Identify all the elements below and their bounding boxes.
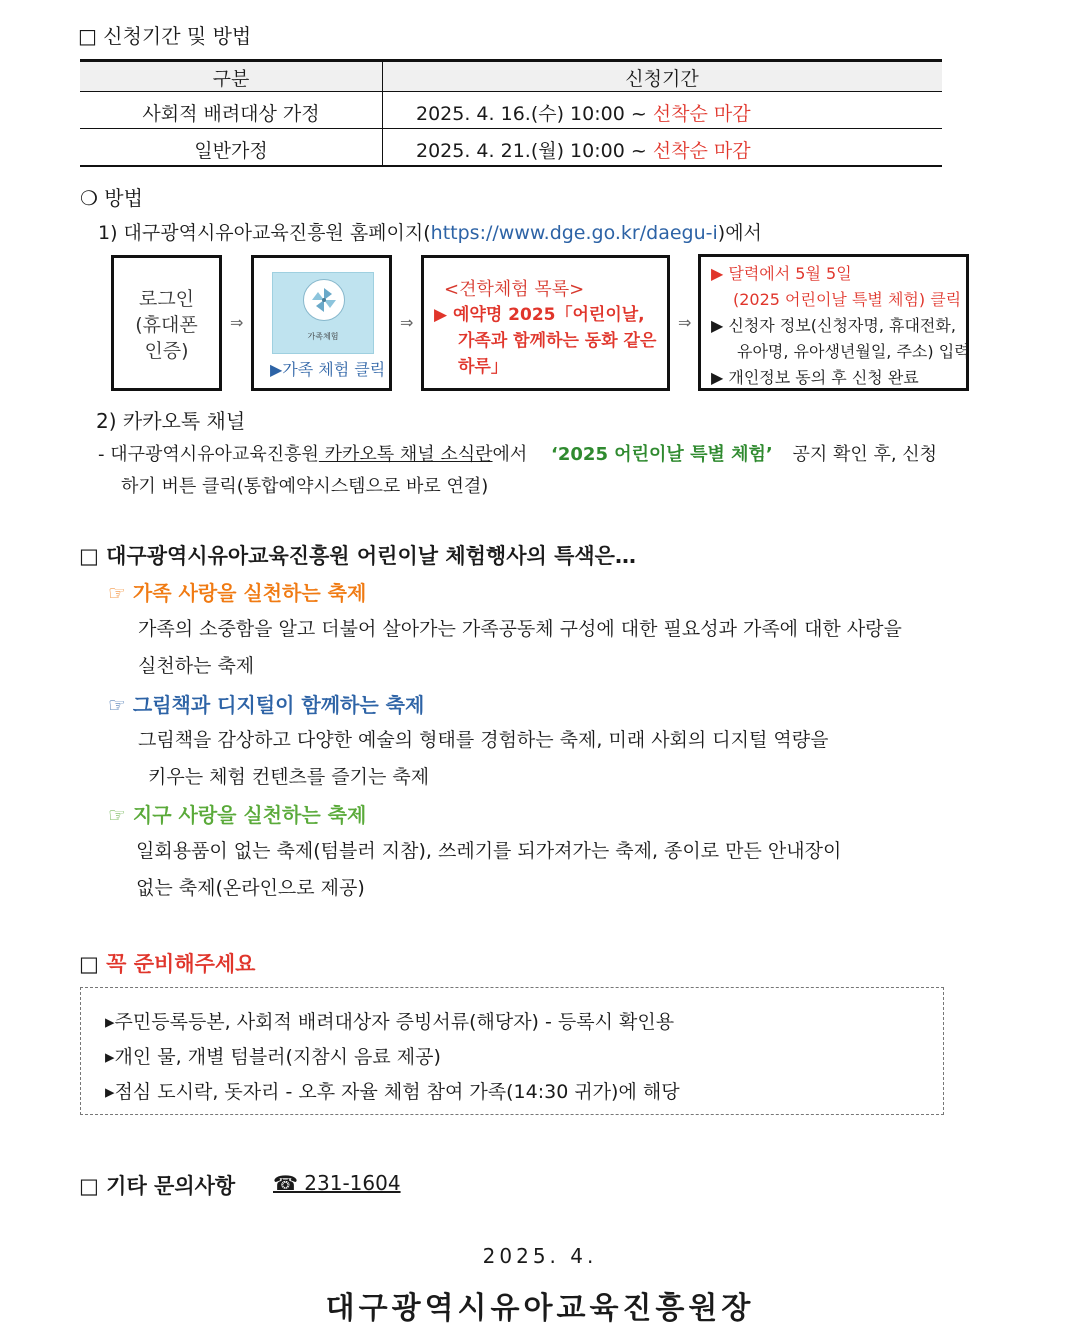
feature-text: 키우는 체험 컨텐츠를 즐기는 축제	[148, 766, 430, 788]
period-note: 선착순 마감	[652, 103, 751, 125]
table-row-period	[416, 136, 751, 163]
tile-label: 가족체험	[307, 332, 339, 341]
table-top-border	[80, 59, 942, 62]
program-line: 가족과 함께하는 동화 같은	[458, 331, 657, 351]
feature-heading-digital: ☞ 그림책과 디지털이 함께하는 축제	[108, 693, 425, 717]
feature-text: 실천하는 축제	[138, 655, 255, 677]
feature-text: 없는 축제(온라인으로 제공)	[136, 877, 365, 899]
period-text: 2025. 4. 16.(수) 10:00 ~	[416, 103, 653, 125]
contact-title: □ 기타 문의사항	[79, 1174, 236, 1198]
schedule-table	[80, 59, 942, 167]
table-bottom-border	[80, 165, 942, 167]
feature-text: 일회용품이 없는 축제(텀블러 지참), 쓰레기를 되가져가는 축제, 종이로 만든 안내장이	[136, 840, 842, 862]
method-step2-line1	[98, 440, 1008, 466]
section-title-period: □ 신청기간 및 방법	[78, 24, 252, 48]
program-line: ▶ 예약명 2025「어린이날,	[434, 305, 645, 325]
prepare-item: ▸주민등록등본, 사회적 배려대상자 증빙서류(해당자) - 등록시 확인용	[105, 1011, 675, 1033]
prepare-title	[79, 948, 255, 978]
footer-signature: 대구광역시유아교육진흥원장	[325, 1291, 755, 1326]
period-note: 선착순 마감	[652, 140, 751, 162]
prepare-item: ▸점심 도시락, 돗자리 - 오후 자율 체험 참여 가족(14:30 귀가)에 해당	[105, 1081, 680, 1103]
flow-arrow: ⇒	[400, 313, 414, 332]
step2-highlight: ‘2025 어린이날 특별 체험’	[551, 444, 773, 465]
table-row-divider	[80, 128, 942, 129]
program-list-title: <견학체험 목록>	[444, 279, 585, 300]
flow-arrow: ⇒	[230, 313, 244, 332]
features-title: □ 대구광역시유아교육진흥원 어린이날 체험행사의 특색은…	[79, 544, 636, 568]
feature-text: 가족의 소중함을 알고 더불어 살아가는 가족공동체 구성에 대한 필요성과 가족에 대한 사랑을	[138, 618, 902, 640]
table-row-type: 사회적 배려대상 가정	[142, 103, 320, 125]
feature-heading-family: ☞ 가족 사랑을 실천하는 축제	[108, 581, 367, 605]
table-row-type: 일반가정	[194, 140, 268, 162]
family-experience-caption: ▶가족 체험 클릭	[270, 360, 386, 379]
feature-text: 그림책을 감상하고 다양한 예술의 형태를 경험하는 축제, 미래 사회의 디지털 역량을	[138, 729, 829, 751]
table-row-period	[416, 99, 751, 126]
login-line: (휴대폰	[135, 314, 198, 336]
step2-text: 에서	[492, 444, 528, 465]
kakao-channel-link[interactable]: 카카오톡 채널 소식란	[318, 444, 493, 465]
flow-box-application	[698, 254, 969, 391]
login-line: 인증)	[144, 340, 189, 362]
application-line: ▶ 개인정보 동의 후 신청 완료	[711, 368, 919, 387]
step2-text: - 대구광역시유아교육진흥원	[98, 444, 319, 465]
table-header-period: 신청기간	[625, 68, 699, 90]
table-header-type: 구분	[212, 68, 250, 90]
method-step1	[98, 218, 762, 245]
method-title: ❍ 방법	[80, 186, 143, 210]
flow-box-program-list	[421, 255, 670, 391]
contact-phone[interactable]: ☎ 231-1604	[273, 1171, 401, 1195]
period-text: 2025. 4. 21.(월) 10:00 ~	[416, 140, 653, 162]
table-header-divider	[80, 91, 942, 92]
prepare-title-prefix: □	[79, 952, 107, 976]
prepare-title-text: 꼭 준비해주세요	[106, 952, 256, 976]
feature-heading-earth: ☞ 지구 사랑을 실천하는 축제	[108, 803, 367, 827]
application-line: 유아명, 유아생년월일, 주소) 입력	[737, 342, 970, 361]
homepage-link[interactable]: https://www.dge.go.kr/daegu-i	[430, 222, 718, 244]
prepare-item: ▸개인 물, 개별 텀블러(지참시 음료 제공)	[105, 1046, 441, 1068]
program-line: 하루」	[458, 357, 508, 377]
method-step2-line2: 하기 버튼 클릭(통합예약시스템으로 바로 연결)	[121, 476, 489, 497]
application-line: ▶ 달력에서 5월 5일	[711, 264, 852, 283]
step1-prefix: 1) 대구광역시유아교육진흥원 홈페이지(	[98, 222, 431, 244]
pinwheel-icon	[303, 279, 345, 321]
application-line: (2025 어린이날 특별 체험) 클릭	[733, 290, 962, 309]
step1-suffix: )에서	[717, 222, 762, 244]
application-line: ▶ 신청자 정보(신청자명, 휴대전화,	[711, 316, 956, 335]
footer-date: 2025. 4.	[482, 1244, 598, 1268]
flow-box-login	[111, 255, 222, 391]
prepare-box	[80, 987, 944, 1115]
flow-box-family-experience	[251, 255, 392, 391]
login-line: 로그인	[138, 288, 195, 310]
family-experience-tile[interactable]	[272, 272, 374, 354]
flow-arrow: ⇒	[678, 313, 692, 332]
method-step2-title: 2) 카카오톡 채널	[96, 409, 246, 433]
step2-text: 공지 확인 후, 신청	[792, 444, 938, 465]
